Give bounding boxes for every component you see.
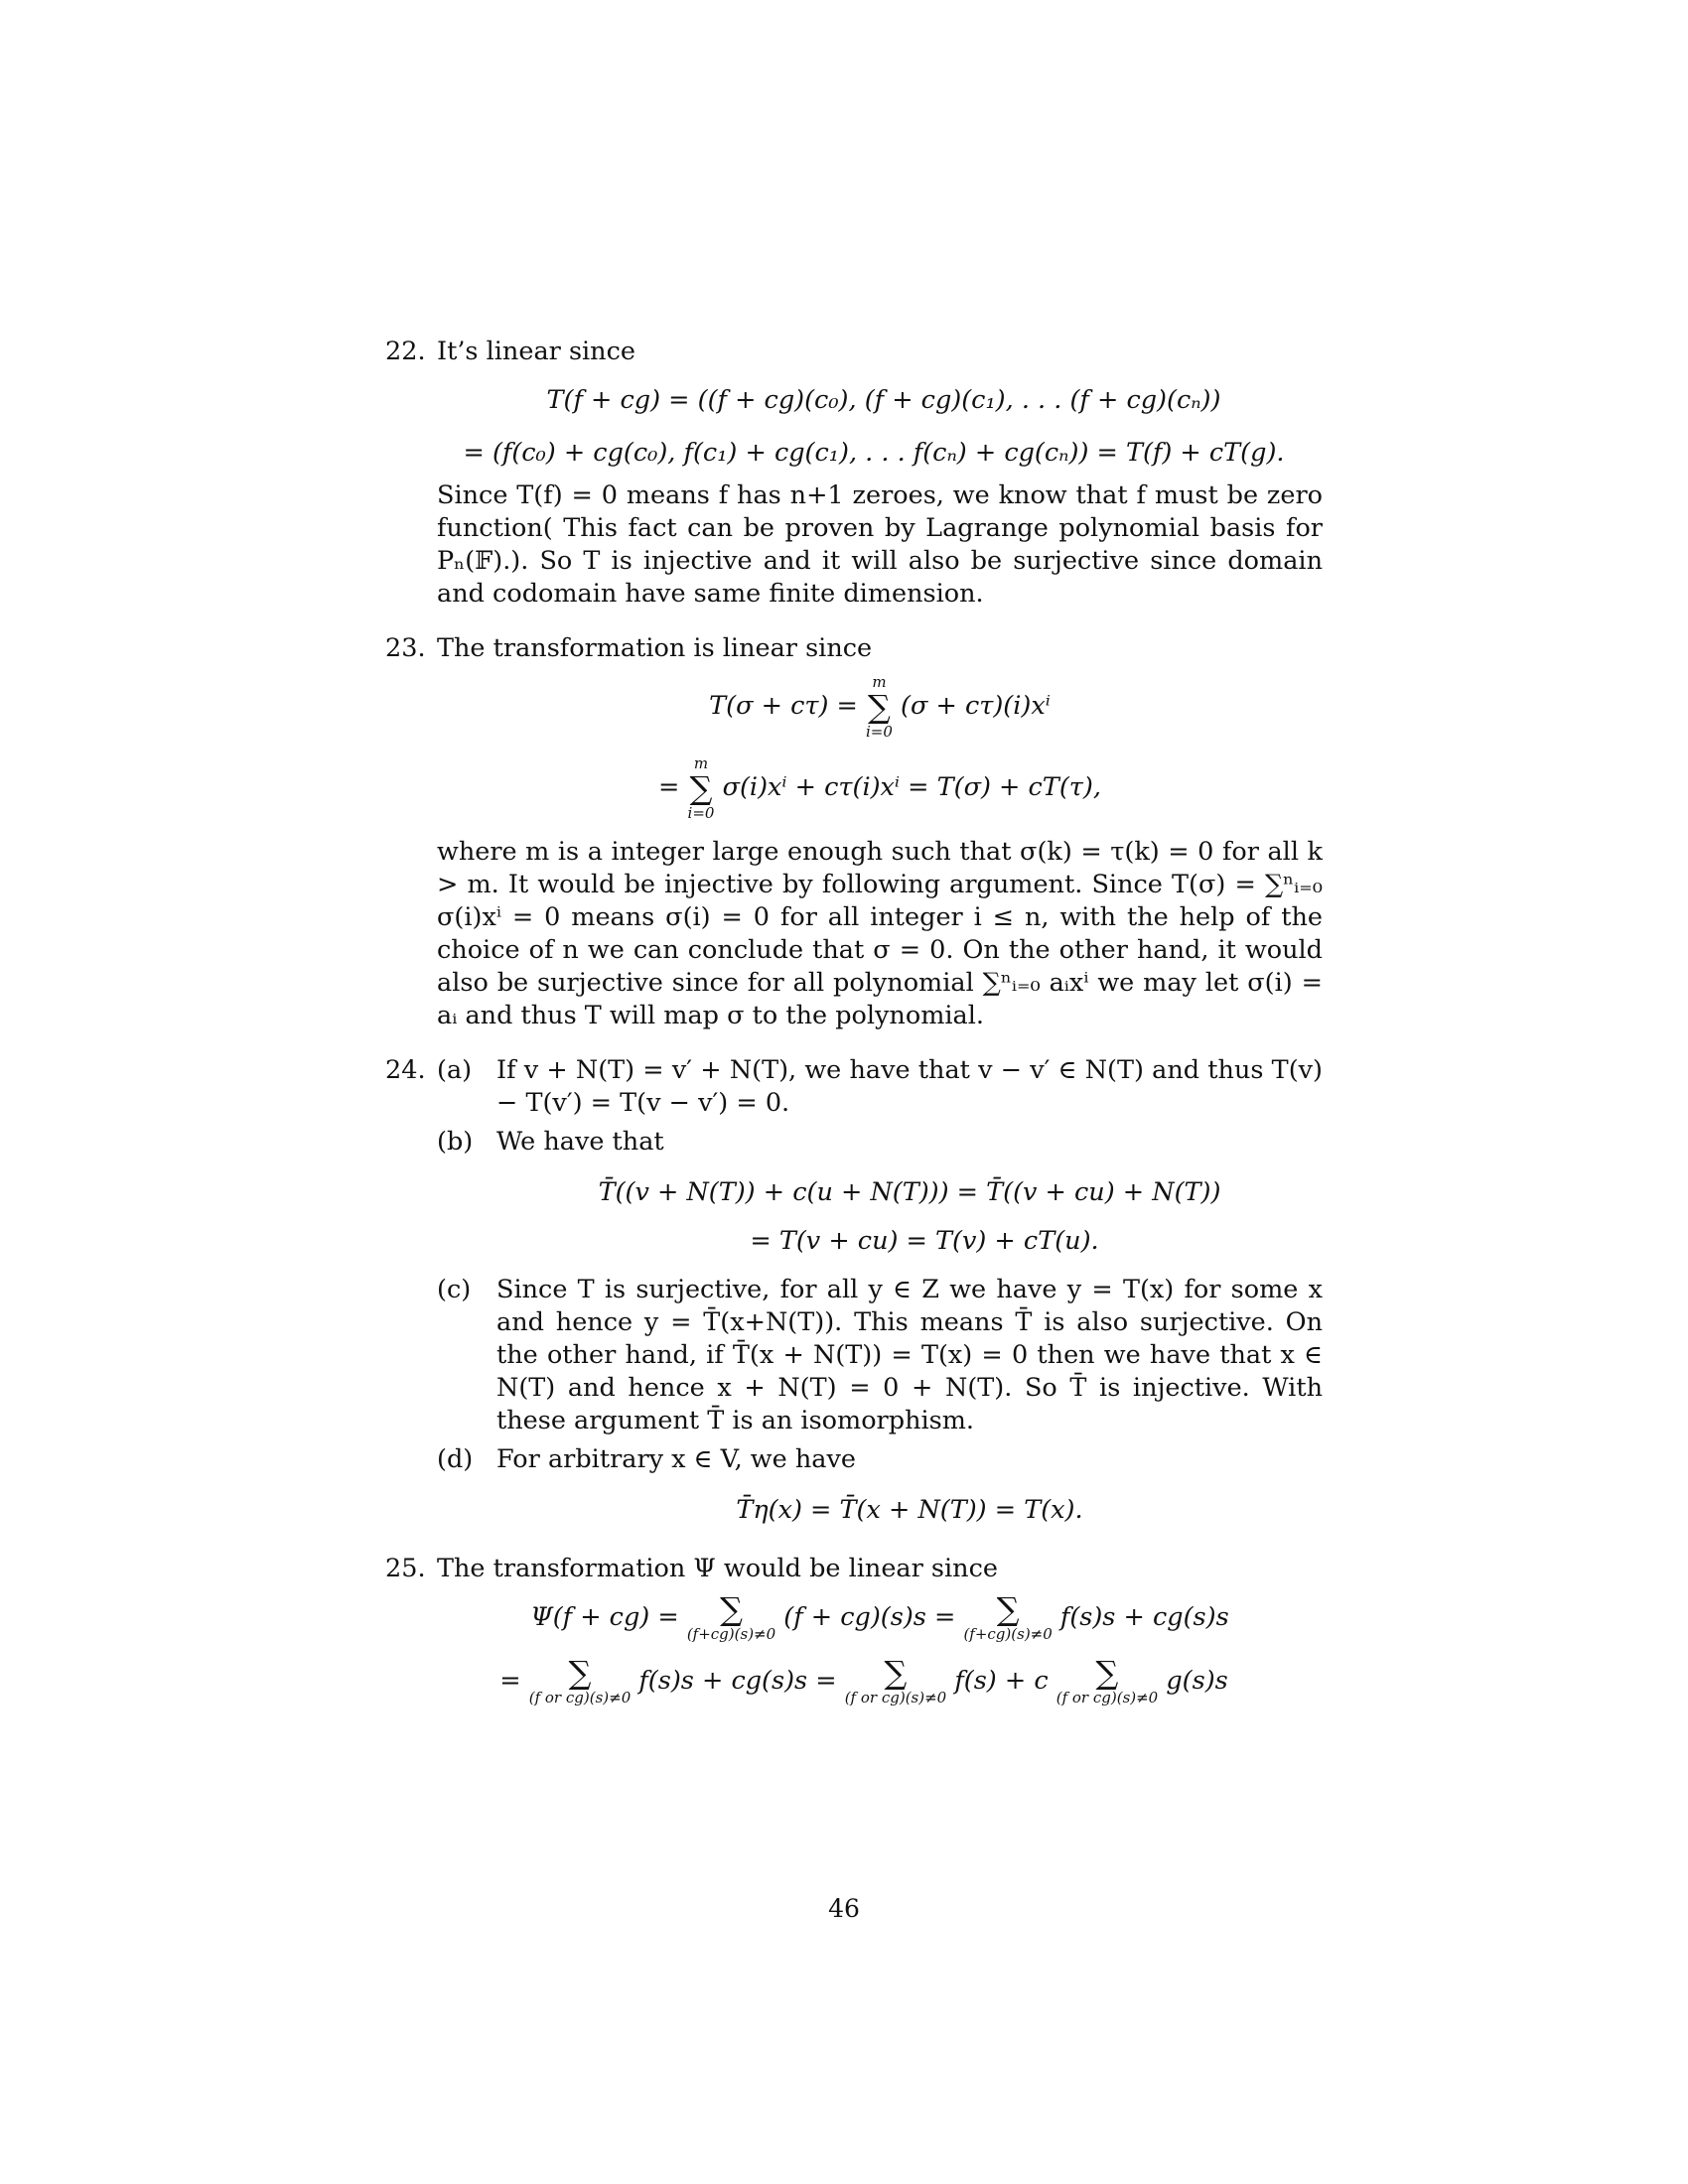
summation-symbol: [688, 754, 715, 822]
equation: [437, 1590, 1323, 1643]
summation-symbol: [1055, 1654, 1159, 1706]
sigma: ∑: [568, 1654, 592, 1692]
problem-22: [385, 336, 1323, 368]
equation: = (f(c₀) + cg(c₀), f(c₁) + cg(c₁), . . . f(cₙ) + cg(cₙ)) = T(f) + cT(g).: [463, 438, 1285, 468]
problem-number: 22.: [385, 337, 426, 366]
problem-24: [385, 1054, 1323, 1527]
subpart-text: If v + N(T) = v′ + N(T), we have that v − v′ ∈ N(T) and thus T(v) − T(v′) = T(v − v′) = 0.: [496, 1055, 1323, 1118]
subpart-a: [437, 1054, 1323, 1120]
sum-lower: (f or cg)(s)≠0: [1055, 1689, 1159, 1706]
subpart-d: [437, 1443, 1323, 1476]
equation: T̄((v + N(T)) + c(u + N(T))) = T̄((v + cu) + N(T)): [598, 1177, 1221, 1207]
problem-number: 25.: [385, 1554, 426, 1583]
eq-part: f(s)s + cg(s)s: [1059, 1602, 1229, 1632]
eq-right: σ(i)xⁱ + cτ(i)xⁱ = T(σ) + cT(τ),: [722, 772, 1101, 802]
sum-upper: m: [693, 754, 709, 772]
eq-part: f(s)s + cg(s)s =: [638, 1666, 837, 1696]
sigma: ∑: [1095, 1654, 1119, 1692]
problem-intro: It’s linear since: [437, 337, 635, 366]
subpart-label: (b): [437, 1127, 474, 1157]
summation-symbol: [963, 1590, 1053, 1643]
summation-symbol: [686, 1590, 776, 1643]
subpart-text: We have that: [496, 1127, 664, 1157]
sum-lower: (f+cg)(s)≠0: [963, 1625, 1053, 1643]
eq-part: g(s)s: [1166, 1666, 1228, 1696]
summation-symbol: [528, 1654, 632, 1706]
subpart-label: (a): [437, 1055, 473, 1085]
subpart-text: Since T is surjective, for all y ∈ Z we have y = T(x) for some x and hence y = T̄(x+N(T)). This means T̄ is also surjective. On the other hand, if T̄(x + N(T)) = T(x) = 0 then we have that x ∈ N(T) and hence x + N(T) = 0 + N(T). So T̄ is injective. With these argument T̄ is an isomorphism.: [496, 1275, 1323, 1435]
eq-part: Ψ(f + cg) =: [530, 1602, 679, 1632]
summation-symbol: [844, 1654, 947, 1706]
sum-upper: m: [872, 673, 887, 691]
sigma: ∑: [868, 688, 891, 726]
sigma: ∑: [689, 769, 713, 807]
equation: T̄η(x) = T̄(x + N(T)) = T(x).: [736, 1495, 1083, 1525]
problem-intro: The transformation is linear since: [437, 633, 873, 663]
sum-lower: (f+cg)(s)≠0: [686, 1625, 776, 1643]
problem-23: [385, 632, 1323, 665]
problem-intro: The transformation Ψ would be linear since: [437, 1554, 998, 1583]
problem-number: 24.: [385, 1055, 426, 1085]
equation: [437, 754, 1323, 822]
page-content: [385, 336, 1323, 1706]
subpart-b: [437, 1126, 1323, 1159]
eq-part: =: [499, 1666, 521, 1696]
paragraph: where m is a integer large enough such that σ(k) = τ(k) = 0 for all k > m. It would be injective by following argument. Since T(σ) = ∑ⁿᵢ₌₀ σ(i)xⁱ = 0 means σ(i) = 0 for all integer i ≤ n, with the help of the choice of n we can conclude that σ = 0. On the other hand, it would also be surjective since for all polynomial ∑ⁿᵢ₌₀ aᵢxⁱ we may let σ(i) = aᵢ and thus T will map σ to the polynomial.: [437, 837, 1323, 1030]
sum-lower: (f or cg)(s)≠0: [528, 1689, 632, 1706]
subpart-c: [437, 1274, 1323, 1437]
equation: = T(v + cu) = T(v) + cT(u).: [750, 1226, 1099, 1256]
sigma: ∑: [720, 1590, 743, 1628]
equation: [405, 1654, 1323, 1706]
eq-right: (σ + cτ)(i)xⁱ: [901, 691, 1051, 721]
eq-part: (f + cg)(s)s =: [783, 1602, 956, 1632]
equation: T(f + cg) = ((f + cg)(c₀), (f + cg)(c₁), . . . (f + cg)(cₙ)): [546, 385, 1221, 415]
sigma: ∑: [884, 1654, 908, 1692]
paragraph: Since T(f) = 0 means f has n+1 zeroes, we know that f must be zero function( This fact can be proven by Lagrange polynomial basis for Pₙ(𝔽).). So T is injective and it will also be surjective since domain and codomain have same finite dimension.: [437, 480, 1323, 609]
eq-left: T(σ + cτ) =: [709, 691, 858, 721]
summation-symbol: [866, 673, 893, 741]
eq-part: f(s) + c: [954, 1666, 1049, 1696]
sum-lower: i=0: [866, 723, 893, 741]
subpart-text: For arbitrary x ∈ V, we have: [496, 1444, 856, 1474]
sum-lower: i=0: [687, 804, 715, 822]
page-number: 46: [828, 1894, 860, 1923]
problem-25: [385, 1553, 1323, 1585]
sigma: ∑: [996, 1590, 1020, 1628]
problem-number: 23.: [385, 633, 426, 663]
equation: [437, 673, 1323, 741]
sum-lower: (f or cg)(s)≠0: [844, 1689, 947, 1706]
eq-left: =: [658, 772, 680, 802]
subpart-label: (d): [437, 1444, 474, 1474]
subpart-label: (c): [437, 1275, 472, 1304]
